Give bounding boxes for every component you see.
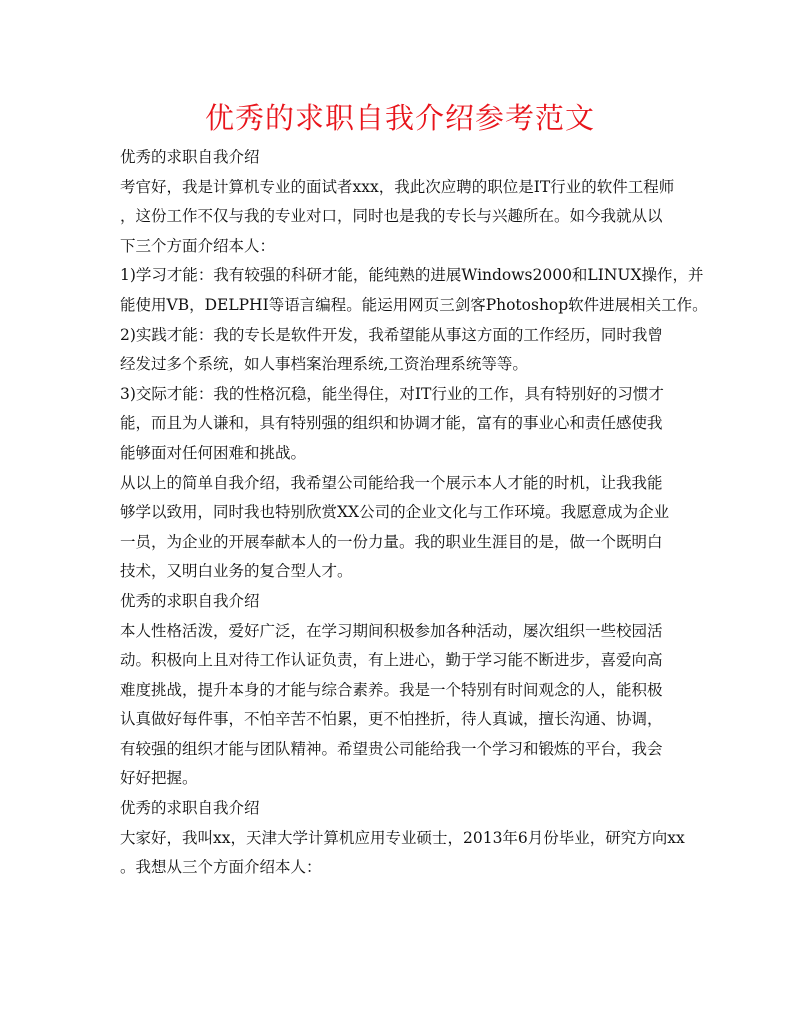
text-line: 能，而且为人谦和，具有特别强的组织和协调才能，富有的事业心和责任感使我 <box>120 414 663 433</box>
text-line: ，这份工作不仅与我的专业对口，同时也是我的专长与兴趣所在。如今我就从以 <box>120 207 663 226</box>
text-line: 好好把握。 <box>120 769 198 788</box>
text-line: 1)学习才能：我有较强的科研才能，能纯熟的进展Windows2000和LINUX操作，并 <box>120 266 704 285</box>
text-line: 能使用VB，DELPHI等语言编程。能运用网页三剑客Photoshop软件进展相关工作。 <box>120 295 708 314</box>
text-line: 优秀的求职自我介绍 <box>120 591 260 610</box>
text-line: 优秀的求职自我介绍 <box>120 799 260 818</box>
text-line: 优秀的求职自我介绍 <box>120 148 260 166</box>
text-line: 难度挑战，提升本身的才能与综合素养。我是一个特别有时间观念的人，能积极 <box>120 680 663 699</box>
text-line: 考官好，我是计算机专业的面试者xxx，我此次应聘的职位是IT行业的软件工程师 <box>120 177 675 196</box>
text-line: 技术，又明白业务的复合型人才。 <box>120 562 353 581</box>
document-title: 优秀的求职自我介绍参考范文 <box>204 101 595 135</box>
text-line: 大家好，我叫xx，天津大学计算机应用专业硕士，2013年6月份毕业，研究方向xx <box>120 828 685 847</box>
text-line: 够学以致用，同时我也特别欣赏XX公司的企业文化与工作环境。我愿意成为企业 <box>120 503 670 522</box>
text-line: 2)实践才能：我的专长是软件开发，我希望能从事这方面的工作经历，同时我曾 <box>120 325 663 344</box>
text-line: 下三个方面介绍本人： <box>120 236 276 255</box>
text-line: 3)交际才能：我的性格沉稳，能坐得住，对IT行业的工作，具有特别好的习惯才 <box>120 384 664 403</box>
text-line: 能够面对任何困难和挑战。 <box>120 443 307 462</box>
text-line: 从以上的简单自我介绍，我希望公司能给我一个展示本人才能的时机，让我我能 <box>120 473 663 492</box>
document-body <box>120 143 708 883</box>
text-line: 。我想从三个方面介绍本人： <box>120 858 322 877</box>
text-line: 动。积极向上且对待工作认证负责，有上进心，勤于学习能不断进步，喜爱向高 <box>120 651 663 670</box>
text-line: 经发过多个系统，如人事档案治理系统,工资治理系统等等。 <box>120 355 528 374</box>
text-line: 有较强的组织才能与团队精神。希望贵公司能给我一个学习和锻炼的平台，我会 <box>120 739 663 758</box>
text-line: 本人性格活泼，爱好广泛，在学习期间积极参加各种活动，屡次组织一些校园活 <box>120 621 663 640</box>
text-line: 一员，为企业的开展奉献本人的一份力量。我的职业生涯目的是，做一个既明白 <box>120 532 663 551</box>
text-line: 认真做好每件事，不怕辛苦不怕累，更不怕挫折，待人真诚，擅长沟通、协调， <box>120 710 663 729</box>
